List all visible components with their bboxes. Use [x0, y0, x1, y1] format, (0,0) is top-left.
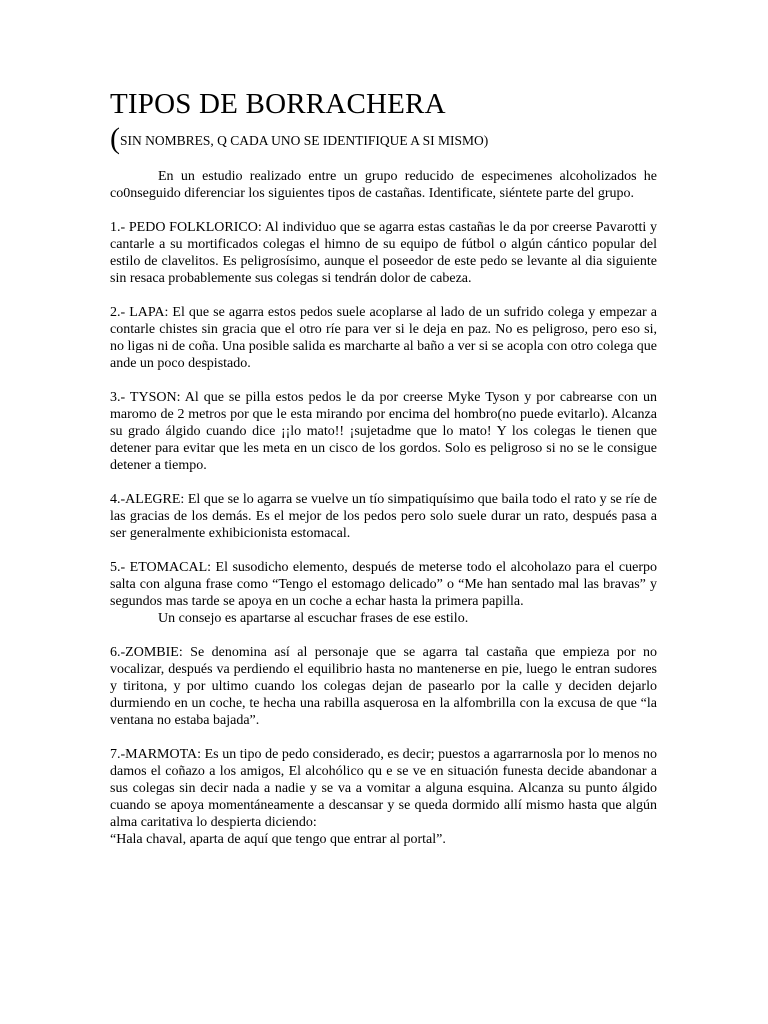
section-tyson: 3.- TYSON: Al que se pilla estos pedos le da por creerse Myke Tyson y por cabrearse con un maromo de 2 metros por que le esta mirando por encima del hombro(no puede evitarlo). Alcanza su grado álgido cuando dice ¡¡lo mato!! ¡sujetadme que lo mato! Y los colegas le tienen que detener para evitar que les meta en un cisco de los gordos. Solo es peligroso si no se le consigue detener a tiempo. — [110, 390, 657, 473]
document-title: TIPOS DE BORRACHERA — [110, 88, 446, 120]
section-alegre: 4.-ALEGRE: El que se lo agarra se vuelve un tío simpatiquísimo que baila todo el rato y se ríe de las gracias de los demás. Es el mejor de los pedos pero solo suele durar un rato, después pasa a ser generalmente exhibicionista estomacal. — [110, 492, 657, 541]
section-marmota: 7.-MARMOTA: Es un tipo de pedo considerado, es decir; puestos a agarrarnosla por lo menos no damos el coñazo a los amigos, El alcohólico qu e se ve en situación funesta decide abandonar a sus colegas sin decir nada a nadie y se va a vomitar a alguna esquina. Alcanza su punto álgido cuando se apoya momentáneamente a descansar y se queda dormido allí mismo hasta que algún alma caritativa lo despierta diciendo: — [110, 747, 657, 830]
subtitle-text: SIN NOMBRES, Q CADA UNO SE IDENTIFIQUE A SI MISMO) — [120, 133, 489, 148]
subtitle-paren: ( — [110, 122, 120, 155]
section-pedo-folklorico: 1.- PEDO FOLKLORICO: Al individuo que se agarra estas castañas le da por creerse Pavarotti y cantarle a su mortificados colegas el himno de su equipo de fútbol o algún cántico popular del estilo de clavelitos. Es peligrosísimo, aunque el poseedor de este pedo se levante al dia siguiente sin resaca probablemente sus colegas si tendrán dolor de cabeza. — [110, 220, 657, 286]
advice-paragraph: Un consejo es apartarse al escuchar frases de ese estilo. — [158, 611, 469, 626]
section-zombie: 6.-ZOMBIE: Se denomina así al personaje que se agarra tal castaña que empieza por no vocalizar, después va perdiendo el equilibrio hasta no mantenerse en pie, luego le entran sudores y tiritona, y por ultimo cuando los colegas dejan de pasearlo por la calle y deciden dejarlo durmiendo en un coche, te hecha una rabilla asquerosa en la alfombrilla con la excusa de que “la ventana no estaba bajada”. — [110, 645, 657, 728]
closing-quote: “Hala chaval, aparta de aquí que tengo que entrar al portal”. — [110, 832, 446, 847]
section-etomacal: 5.- ETOMACAL: El susodicho elemento, después de meterse todo el alcoholazo para el cuerpo salta con alguna frase como “Tengo el estomago delicado” o “Me han sentado mal las bravas” y segundos mas tarde se apoya en un coche a echar hasta la primera papilla. — [110, 560, 657, 609]
section-lapa: 2.- LAPA: El que se agarra estos pedos suele acoplarse al lado de un sufrido colega y empezar a contarle chistes sin gracia que el otro ríe para ver si le deja en paz. No es peligroso, pero eso si, no ligas ni de coña. Una posible salida es marcharte al baño a ver si se acopla con otro colega que ande un poco despistado. — [110, 305, 657, 371]
document-subtitle — [110, 124, 488, 156]
document-body — [110, 168, 657, 848]
intro-paragraph: En un estudio realizado entre un grupo reducido de especimenes alcoholizados he co0nseguido diferenciar los siguientes tipos de castañas. Identificate, siéntete parte del grupo. — [110, 169, 657, 201]
